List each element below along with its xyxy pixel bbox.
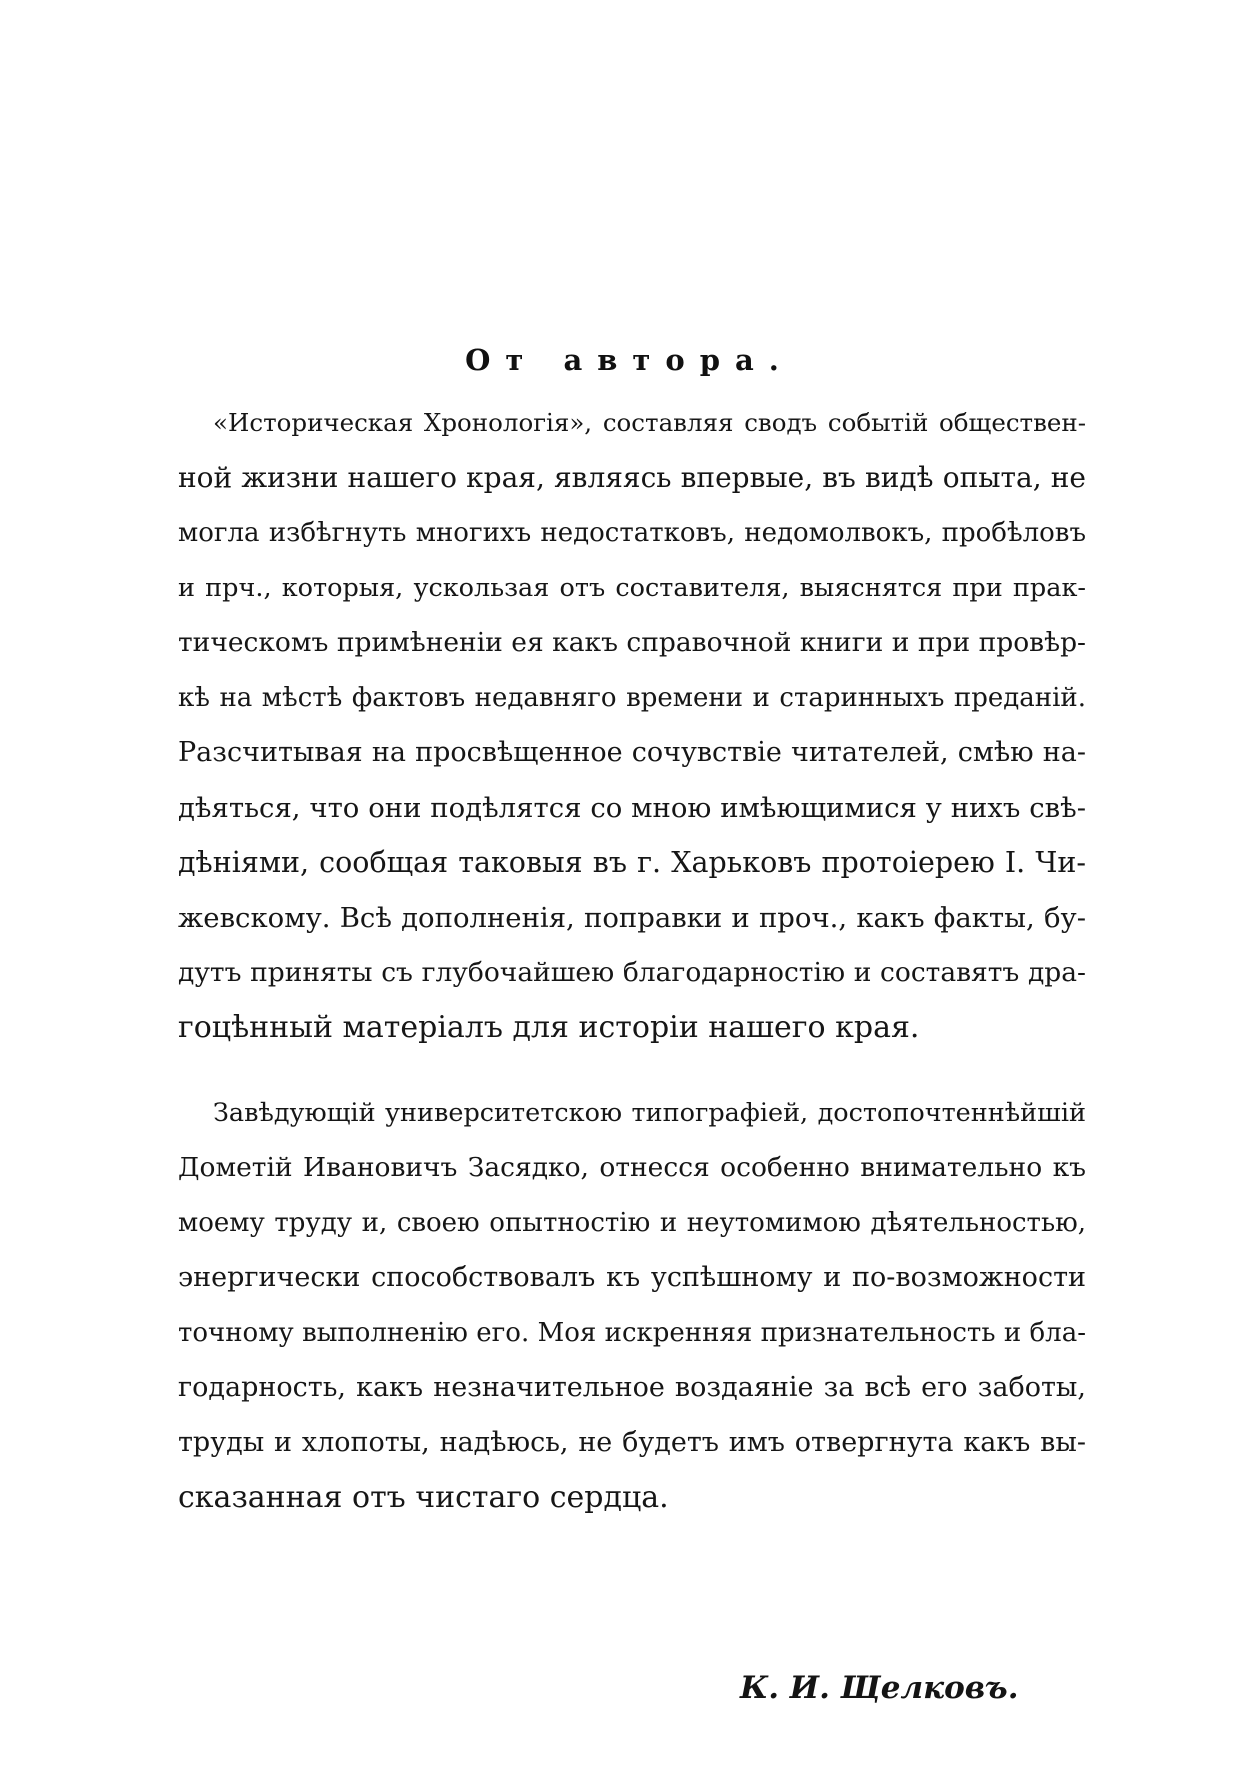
- text-line: ной жизни нашего края, являясь впервые, въ видѣ опыта, не: [178, 461, 1086, 494]
- text-line: Завѣдующій университетскою типографіей, достопочтеннѣйшій: [213, 1098, 1086, 1128]
- text-line: сказанная отъ чистаго сердца.: [178, 1480, 669, 1515]
- text-line: Дометій Ивановичъ Засядко, отнесся особенно внимательно къ: [178, 1152, 1086, 1183]
- text-line: кѣ на мѣстѣ фактовъ недавняго времени и старинныхъ преданій.: [178, 683, 1086, 713]
- text-line: энергически способствовалъ къ успѣшному и по-возможности: [178, 1262, 1086, 1293]
- text-line: годарность, какъ незначительное воздаяніе за всѣ его заботы,: [178, 1372, 1086, 1403]
- text-line: моему труду и, своею опытностію и неутомимою дѣятельностью,: [178, 1208, 1086, 1238]
- text-line: и прч., которыя, ускользая отъ составителя, выяснятся при прак-: [178, 573, 1086, 603]
- text-line: дутъ приняты съ глубочайшею благодарностію и составятъ дра-: [178, 957, 1086, 988]
- text-line: дѣяться, что они подѣлятся со мною имѣющимися у нихъ свѣ-: [178, 792, 1086, 824]
- text-line: «Историческая Хронологія», составляя сводъ событій обществен-: [213, 408, 1086, 437]
- text-line: дѣніями, сообщая таковыя въ г. Харьковъ протоіерею І. Чи-: [178, 846, 1086, 879]
- text-line: труды и хлопоты, надѣюсь, не будетъ имъ отвергнута какъ вы-: [178, 1427, 1086, 1458]
- text-line: точному выполненію его. Моя искренняя признательность и бла-: [178, 1318, 1086, 1348]
- text-line: могла избѣгнуть многихъ недостатковъ, недомолвокъ, пробѣловъ: [178, 518, 1086, 548]
- page-title: От автора.: [465, 343, 794, 377]
- text-line: тическомъ примѣненіи ея какъ справочной книги и при провѣр-: [178, 627, 1086, 658]
- text-line: гоцѣнный матеріалъ для исторіи нашего края.: [178, 1010, 920, 1045]
- text-line: Разсчитывая на просвѣщенное сочувствіе читателей, смѣю на-: [178, 737, 1086, 768]
- author-signature: К. И. Щелковъ.: [740, 1670, 1019, 1706]
- text-line: жевскому. Всѣ дополненія, поправки и проч., какъ факты, бу-: [178, 902, 1086, 934]
